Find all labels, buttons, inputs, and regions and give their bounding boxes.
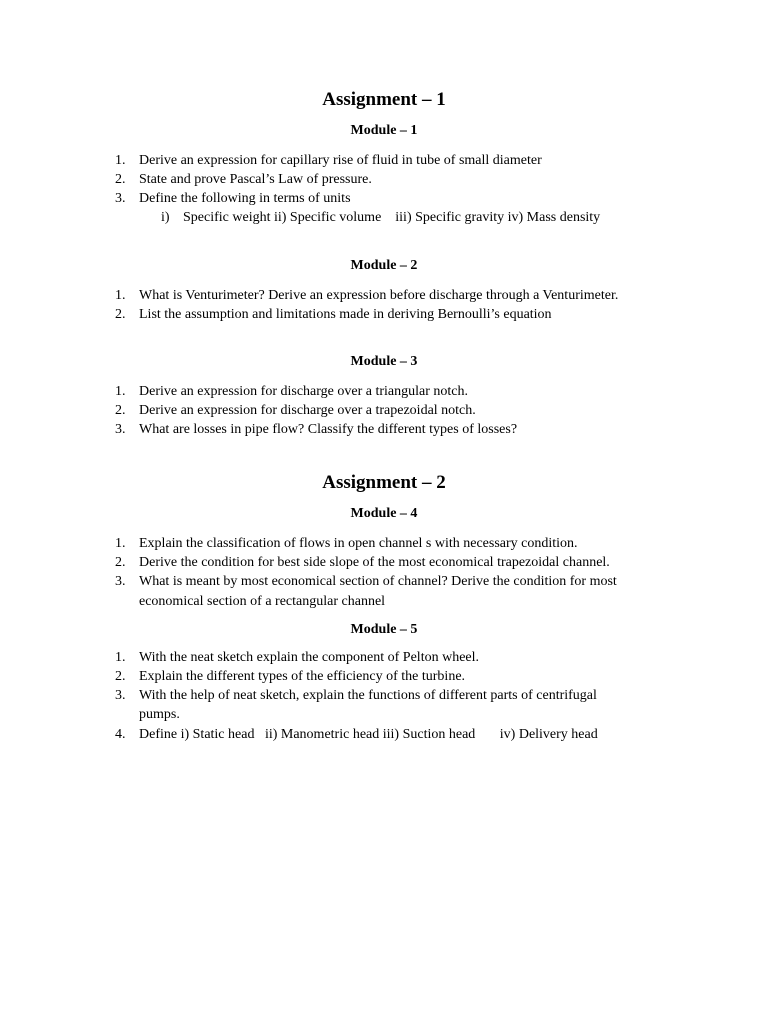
question-number: 1. (115, 288, 126, 303)
question-number: 3. (115, 191, 126, 206)
question-number: 3. (115, 574, 126, 589)
question-text: economical section of a rectangular channel (139, 594, 386, 609)
assignment-title: Assignment – 1 (322, 89, 446, 110)
question-number: 2. (115, 403, 126, 418)
module-title: Module – 5 (350, 622, 418, 637)
question-text: What is Venturimeter? Derive an expression before discharge through a Venturimeter. (139, 288, 619, 303)
question-number: 4. (115, 727, 126, 742)
question-number: 3. (115, 688, 126, 703)
question-text: Explain the classification of flows in open channel s with necessary condition. (139, 536, 578, 551)
module-title: Module – 2 (350, 258, 418, 273)
question-number: 2. (115, 669, 126, 684)
question-number: 1. (115, 384, 126, 399)
question-text: pumps. (139, 707, 180, 722)
question-text: Derive the condition for best side slope of the most economical trapezoidal channel. (139, 555, 610, 570)
question-number: 1. (115, 536, 126, 551)
question-number: 2. (115, 172, 126, 187)
question-text: List the assumption and limitations made in deriving Bernoulli’s equation (139, 307, 552, 322)
module-title: Module – 4 (350, 506, 418, 521)
question-number: 1. (115, 153, 126, 168)
question-text: Derive an expression for capillary rise of fluid in tube of small diameter (139, 153, 542, 168)
sub-item-text: Specific weight ii) Specific volume iii) Specific gravity iv) Mass density (183, 210, 601, 225)
question-text: Define the following in terms of units (139, 191, 351, 206)
question-text: With the neat sketch explain the component of Pelton wheel. (139, 650, 480, 665)
question-text: Derive an expression for discharge over a triangular notch. (139, 384, 469, 399)
question-number: 2. (115, 307, 126, 322)
sub-item-label: i) (161, 210, 170, 225)
module-title: Module – 1 (350, 123, 418, 138)
question-text: State and prove Pascal’s Law of pressure. (139, 172, 372, 187)
question-number: 2. (115, 555, 126, 570)
module-title: Module – 3 (350, 354, 418, 369)
question-text: Define i) Static head ii) Manometric head iii) Suction head iv) Delivery head (139, 727, 598, 742)
assignment-title: Assignment – 2 (322, 472, 446, 493)
question-text: With the help of neat sketch, explain the functions of different parts of centrifugal (139, 688, 597, 703)
question-text: Derive an expression for discharge over a trapezoidal notch. (139, 403, 476, 418)
question-text: Explain the different types of the efficiency of the turbine. (139, 669, 466, 684)
question-text: What is meant by most economical section of channel? Derive the condition for most (139, 574, 617, 589)
question-text: What are losses in pipe flow? Classify the different types of losses? (139, 422, 518, 437)
question-number: 3. (115, 422, 126, 437)
question-number: 1. (115, 650, 126, 665)
